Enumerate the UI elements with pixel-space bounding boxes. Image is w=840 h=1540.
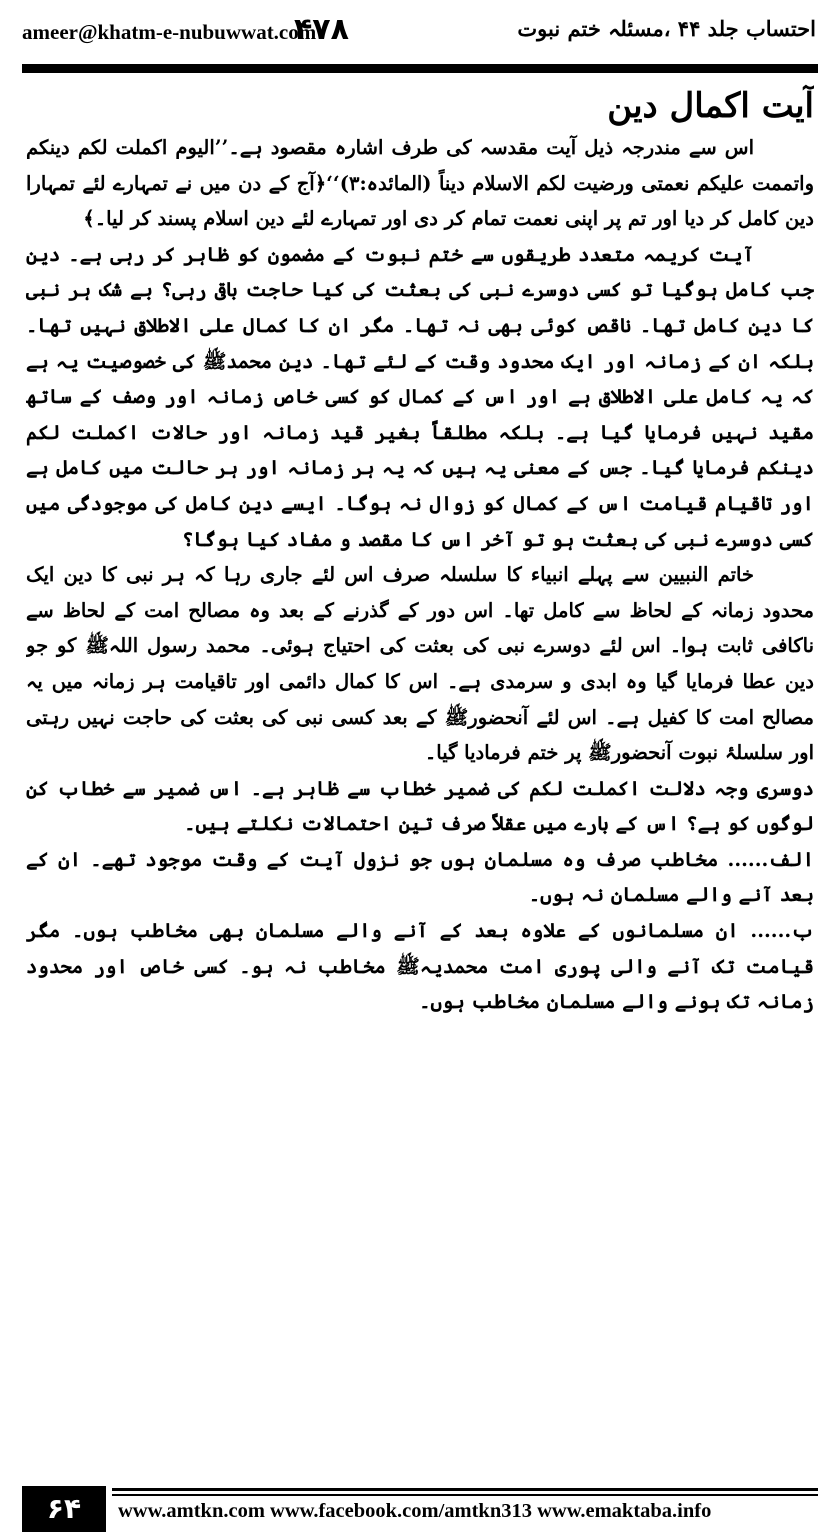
header-rule <box>22 64 818 73</box>
footer-page-number: ۶۴ <box>22 1486 106 1532</box>
list-item <box>26 842 814 913</box>
header-page-number: ۴۷۸ <box>294 12 349 47</box>
paragraph-1: اس سے مندرجہ ذیل آیت مقدسہ کی طرف اشارہ مقصود ہے۔’’الیوم اکملت لکم دینکم واتممت علیکم نعمتی ورضیت لکم الاسلام دیناً (المائدہ:۳)‘‘﴿آج کے دن میں نے تمہارے لئے تمہارا دین کامل کر دیا اور تم پر اپنی نعمت تمام کر دی اور تمہارے لئے دین اسلام پسند کر لیا۔﴾ <box>26 136 814 231</box>
paragraph-3: خاتم النبیین سے پہلے انبیاء کا سلسلہ صرف اس لئے جاری رہا کہ ہر نبی کا دین ایک محدود زمانہ کے لحاظ سے کامل تھا۔ اس دور کے گذرنے کے بعد وہ مصالح امت کے لحاظ سے ناکافی ثابت ہوا۔ اس لئے دوسرے نبی کی بعثت کی احتیاج ہوئی۔ محمد رسول اللہﷺ کو جو دین عطا فرمایا گیا وہ ابدی و سرمدی ہے۔ اس کا کمال دائمی اور تاقیامت ہر زمانہ میں یہ مصالح امت کا کفیل ہے۔ اس لئے آنحضورﷺ کے بعد کسی نبی کی بعثت کی حاجت نہیں رہتی اور سلسلۂ نبوت آنحضورﷺ پر ختم فرمادیا گیا۔ <box>26 563 814 765</box>
paragraph-2: آیت کریمہ متعدد طریقوں سے ختم نبوت کے مضمون کو ظاہر کر رہی ہے۔ دین جب کامل ہوگیا تو کسی دوسرے نبی کی بعثت کی کیا حاجت باقی رہی؟ بے شک ہر نبی کا دین کامل تھا۔ ناقص کوئی بھی نہ تھا۔ مگر ان کا کمال علی الاطلاق نہیں تھا۔ بلکہ ان کے زمانہ اور ایک محدود وقت کے لئے تھا۔ دین محمدﷺ کی خصوصیت یہ ہے کہ یہ کامل علی الاطلاق ہے اور اس کے کمال کو کسی خاص زمانہ اور وصف کے ساتھ مقید نہیں فرمایا گیا ہے۔ بلکہ مطلقاً بغیر قید زمانہ اور حالات اکملت لکم دینکم فرمایا گیا۔ جس کے معنی یہ ہیں کہ یہ ہر زمانہ اور ہر حالت میں کامل ہے اور تاقیام قیامت اس کے کمال کو زوال نہ ہوگا۔ ایسے دین کامل کی موجودگی میں کسی دوسرے نبی کی بعثت ہو تو آخر اس کا مقصد و مفاد کیا ہوگا؟ <box>26 242 814 551</box>
header-email: ameer@khatm-e-nubuwwat.com <box>22 20 317 44</box>
list-item-label: ب...... <box>738 919 814 943</box>
section-title: آیت اکمال دین <box>607 86 814 126</box>
running-title: احتساب جلد ۴۴ ،مسئلہ ختم نبوت <box>517 16 816 41</box>
list-item <box>26 913 814 1020</box>
footer-rule-thin <box>112 1494 818 1496</box>
paragraph-4: دوسری وجہ دلالت اکملت لکم کی ضمیر خطاب سے ظاہر ہے۔ اس ضمیر سے خطاب کن لوگوں کو ہے؟ اس کے بارے میں عقلاً صرف تین احتمالات نکلتے ہیں۔ <box>26 776 814 836</box>
page-body <box>26 80 814 1468</box>
list-item-text: ان مسلمانوں کے علاوہ بعد کے آنے والے مسلمان بھی مخاطب ہوں۔ مگر قیامت تک آنے والی پوری امت محمدیہﷺ مخاطب نہ ہو۔ کسی خاص اور محدود زمانہ تک ہونے والے مسلمان مخاطب ہوں۔ <box>26 919 814 1014</box>
page-header <box>22 14 816 50</box>
footer-rule <box>112 1488 818 1491</box>
page-footer <box>22 1486 818 1532</box>
list-item-label: الف...... <box>718 847 814 871</box>
list-item-text: مخاطب صرف وہ مسلمان ہوں جو نزول آیت کے وقت موجود تھے۔ ان کے بعد آنے والے مسلمان نہ ہوں۔ <box>26 847 814 907</box>
footer-urls: www.amtkn.com www.facebook.com/amtkn313 www.emaktaba.info <box>118 1500 712 1522</box>
